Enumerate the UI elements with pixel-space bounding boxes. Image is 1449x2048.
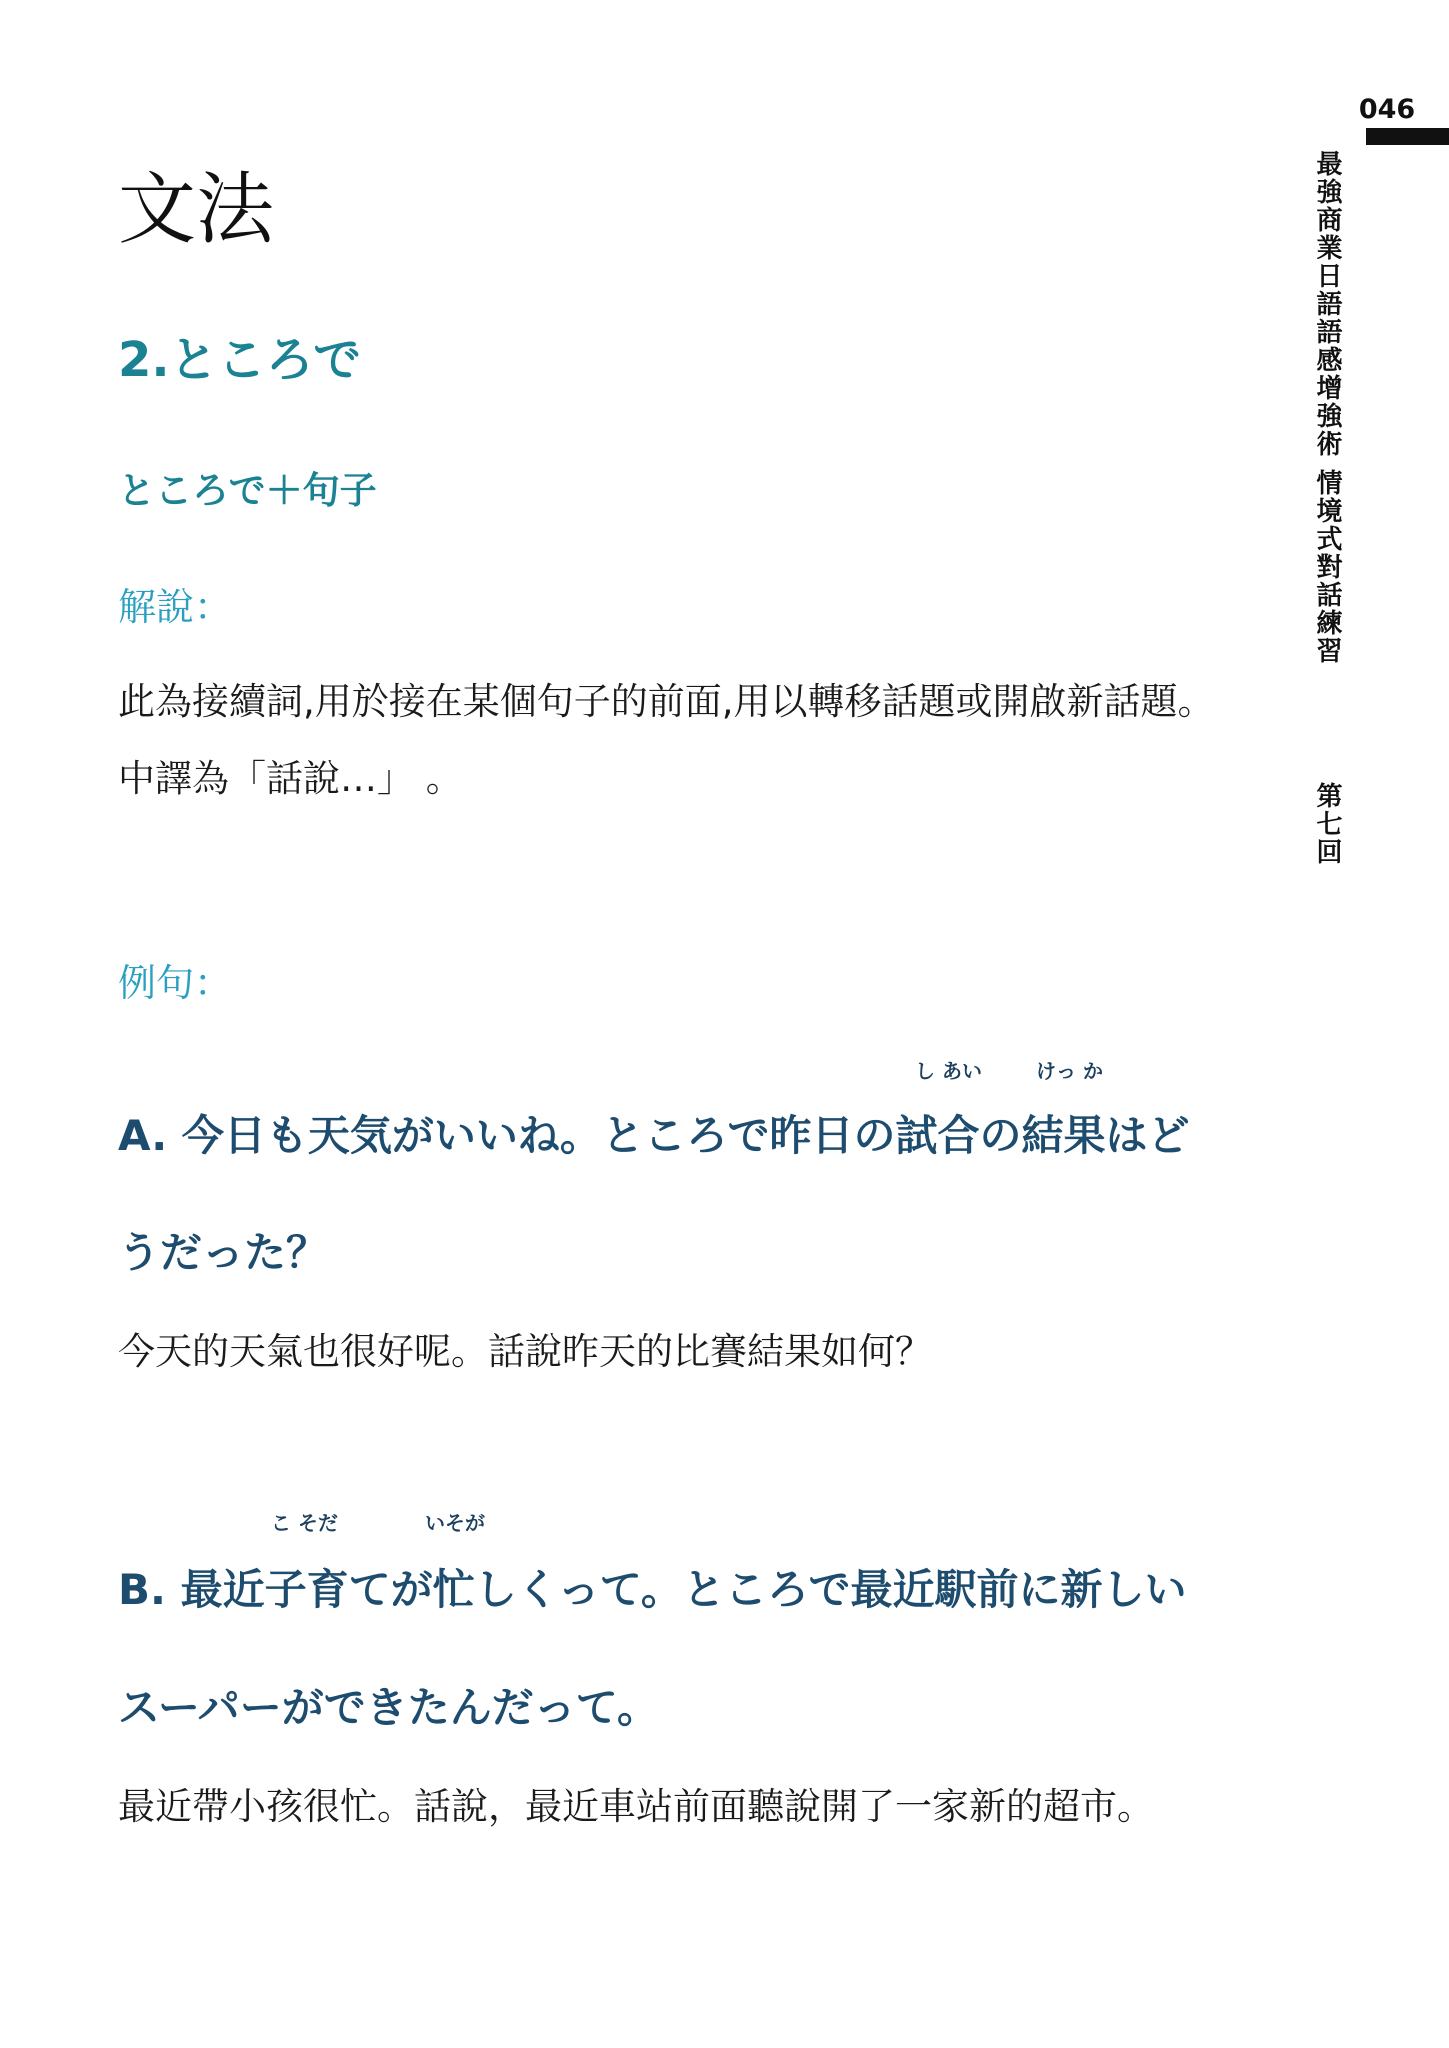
explanation-label: 解說：	[118, 585, 233, 629]
chapter-label-vertical: 第七回	[1312, 782, 1342, 866]
section-title: 文法	[118, 165, 275, 255]
furigana-shiai: し あい	[915, 1059, 982, 1083]
furigana-isogashii: いそが	[425, 1511, 485, 1535]
example-a-translation: 今天的天氣也很好呢。話說昨天的比賽結果如何？	[118, 1330, 932, 1373]
book-title-vertical: 最強商業日語語感增強術 情境式對話練習	[1312, 150, 1342, 666]
example-b-translation: 最近帶小孩很忙。話說，最近車站前面聽說開了一家新的超市。	[118, 1785, 1154, 1828]
page-number: 046	[1358, 94, 1416, 125]
example-a-japanese-line2: うだった？	[118, 1228, 329, 1277]
example-label: 例句：	[118, 961, 233, 1005]
furigana-kekka: けっ か	[1036, 1059, 1103, 1083]
example-b-japanese-line2: スーパーができたんだって。	[118, 1683, 659, 1732]
page-number-bar	[1366, 128, 1449, 145]
grammar-pattern: ところで＋句子	[118, 469, 377, 512]
example-a-japanese-line1: A. 今日も天気がいいね。ところで昨日の試合の結果はど	[118, 1111, 1190, 1160]
explanation-text: 此為接續詞,用於接在某個句子的前面,用以轉移話題或開啟新話題。中譯為「話說…」 。	[118, 680, 1215, 800]
furigana-kosodate: こ そだ	[271, 1511, 338, 1535]
grammar-title: 2.ところで	[118, 332, 362, 388]
example-b-japanese-line1: B. 最近子育てが忙しくって。ところで最近駅前に新しい	[118, 1565, 1187, 1614]
